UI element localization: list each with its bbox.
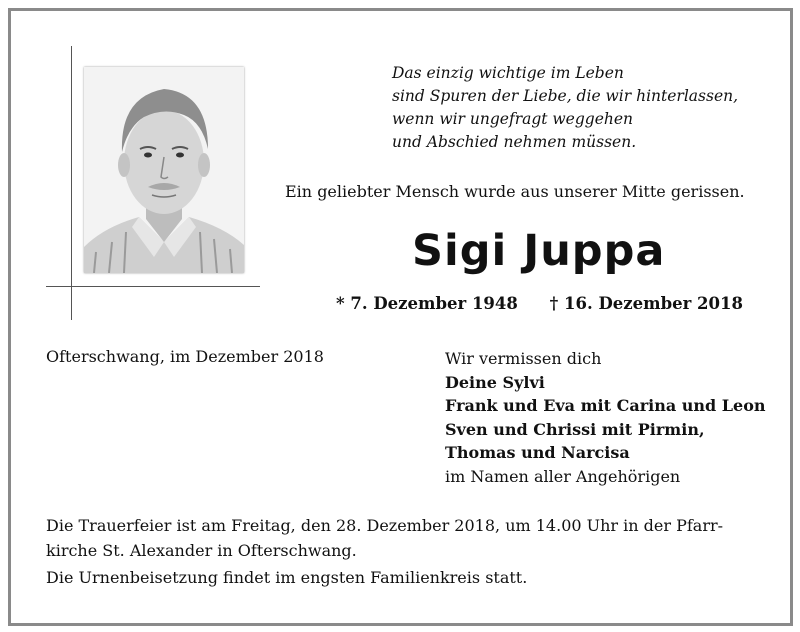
ceremony-line-2: kirche St. Alexander in Ofterschwang. [46,541,357,560]
portrait-photo [84,67,244,273]
quote-line: Das einzig wichtige im Leben [392,64,624,82]
life-dates [336,294,743,313]
birth-date: * 7. Dezember 1948 [336,294,518,313]
quote-line: sind Spuren der Liebe, die wir hinterlassen, [392,87,739,105]
mourners-closing: im Namen aller Angehörigen [445,466,681,486]
memorial-quote [392,62,738,154]
mourner-line: Sven und Chrissi mit Pirmin, [445,419,705,439]
ceremony-line-1: Die Trauerfeier ist am Freitag, den 28. Dezember 2018, um 14.00 Uhr in der Pfarr- [46,516,724,535]
mourner-line: Deine Sylvi [445,372,545,392]
decorative-horizontal-line [46,286,260,287]
intro-text: Ein geliebter Mensch wurde aus unserer Mitte gerissen. [285,182,745,201]
deceased-name: Sigi Juppa [412,226,666,276]
mourner-line: Frank und Eva mit Carina und Leon [445,396,766,415]
funeral-service-info [46,513,762,563]
mourners-intro: Wir vermissen dich [445,349,602,368]
quote-line: wenn wir ungefragt weggehen [392,110,634,128]
mourners-block [445,347,766,488]
urn-burial-info: Die Urnenbeisetzung findet im engsten Familienkreis statt. [46,568,528,587]
quote-line: und Abschied nehmen müssen. [392,133,637,151]
place-and-date: Ofterschwang, im Dezember 2018 [46,347,324,366]
death-date: † 16. Dezember 2018 [549,294,743,313]
mourner-line: Thomas und Narcisa [445,443,630,462]
decorative-vertical-line [71,46,72,320]
